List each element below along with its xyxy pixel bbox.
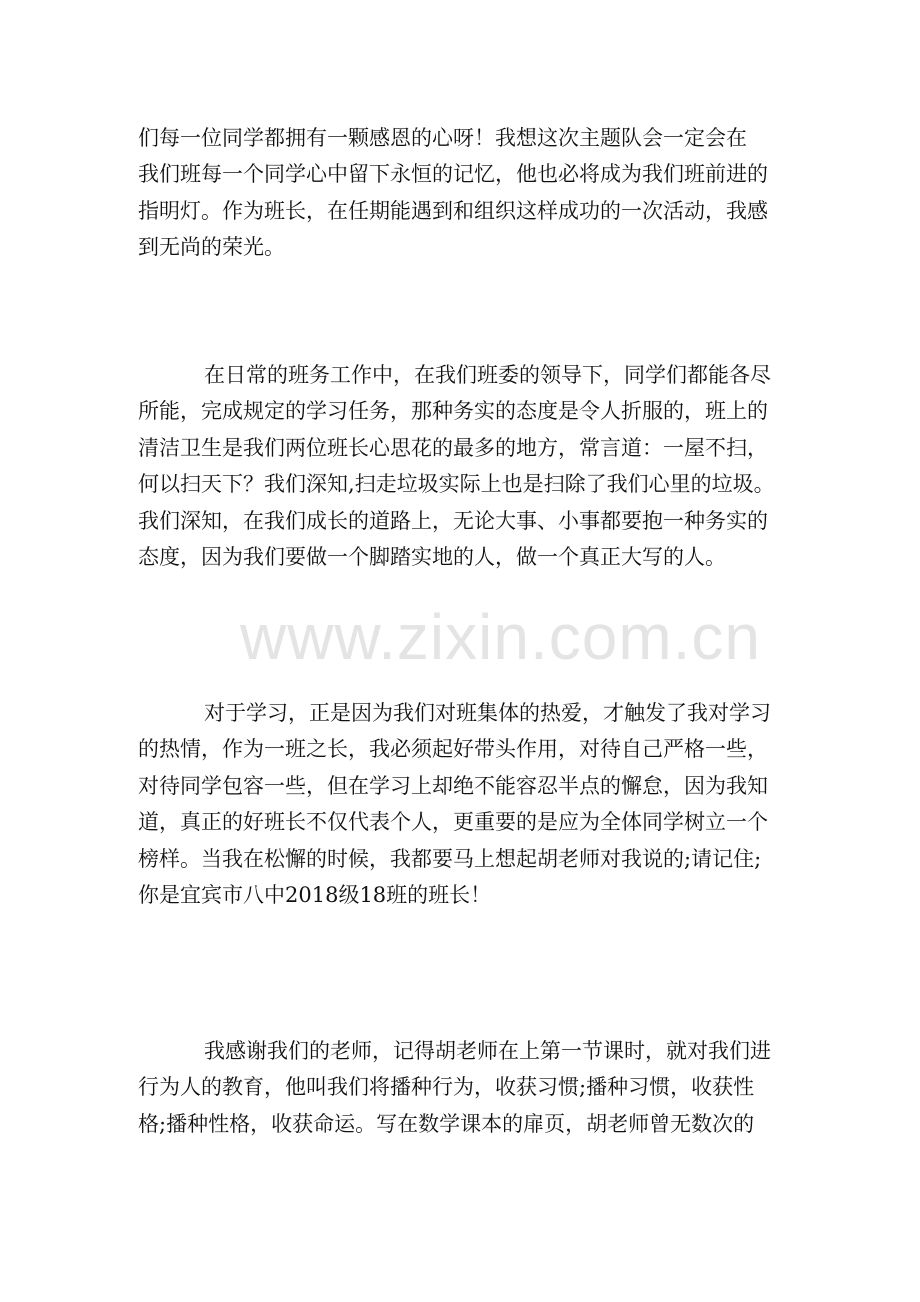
paragraph-4 xyxy=(138,1033,788,1142)
paragraph-2 xyxy=(138,357,788,575)
paragraph-line: 榜样。当我在松懈的时候，我都要马上想起胡老师对我说的;请记住; xyxy=(138,846,762,871)
paragraph-line: 指明灯。作为班长，在任期能遇到和组织这样成功的一次活动，我感 xyxy=(138,198,768,223)
paragraph-line: 的热情，作为一班之长，我必须起好带头作用，对待自己严格一些， xyxy=(138,737,768,762)
paragraph-line: 到无尚的荣光。 xyxy=(138,235,285,260)
paragraph-3 xyxy=(138,695,788,913)
paragraph-line: 态度，因为我们要做一个脚踏实地的人，做一个真正大写的人。 xyxy=(138,544,726,569)
watermark: www.zixin.com.cn xyxy=(240,601,761,673)
paragraph-1 xyxy=(138,120,788,266)
paragraph-line: 我感谢我们的老师，记得胡老师在上第一节课时，就对我们进 xyxy=(204,1039,771,1063)
paragraph-line: 在日常的班务工作中，在我们班委的领导下，同学们都能各尽 xyxy=(204,363,771,387)
paragraph-line: 们每一位同学都拥有一颗感恩的心呀！我想这次主题队会一定会在 xyxy=(138,126,747,150)
paragraph-line: 我们深知，在我们成长的道路上，无论大事、小事都要抱一种务实的 xyxy=(138,508,768,533)
paragraph-line: 何以扫天下？我们深知,扫走垃圾实际上也是扫除了我们心里的垃圾。 xyxy=(138,472,775,497)
paragraph-line: 所能，完成规定的学习任务，那种务实的态度是令人折服的，班上的 xyxy=(138,399,768,424)
paragraph-line: 你是宜宾市八中2018级18班的班长！ xyxy=(138,882,492,907)
paragraph-line: 清洁卫生是我们两位班长心思花的最多的地方，常言道：一屋不扫， xyxy=(138,435,768,460)
paragraph-line: 对于学习，正是因为我们对班集体的热爱，才触发了我对学习 xyxy=(204,701,771,725)
paragraph-line: 格;播种性格，收获命运。写在数学课本的扉页，胡老师曾无数次的 xyxy=(138,1111,755,1136)
paragraph-line: 对待同学包容一些，但在学习上却绝不能容忍半点的懈怠，因为我知 xyxy=(138,773,768,798)
paragraph-line: 行为人的教育，他叫我们将播种行为，收获习惯;播种习惯，收获性 xyxy=(138,1075,755,1100)
paragraph-line: 我们班每一个同学心中留下永恒的记忆，他也必将成为我们班前进的 xyxy=(138,162,768,187)
paragraph-line: 道，真正的好班长不仅代表个人，更重要的是应为全体同学树立一个 xyxy=(138,810,768,835)
